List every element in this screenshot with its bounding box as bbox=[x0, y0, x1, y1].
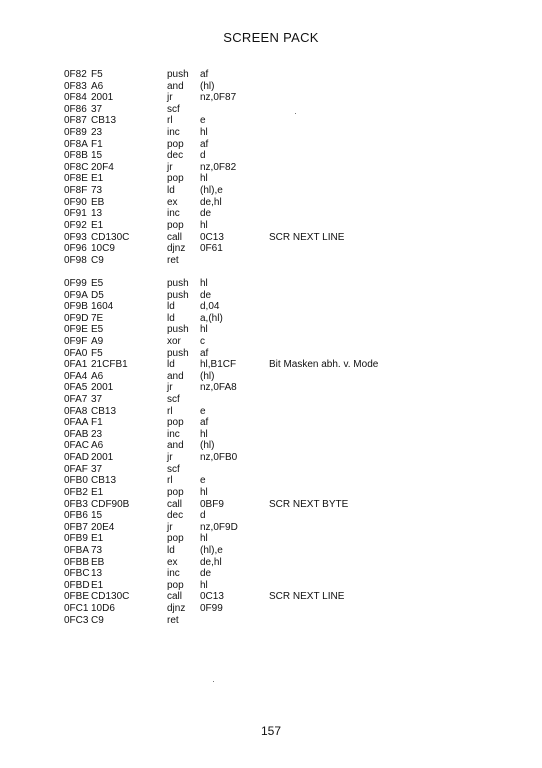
opcode-bytes: C9 bbox=[91, 254, 104, 266]
listing-row bbox=[64, 382, 424, 394]
mnemonic: push bbox=[167, 289, 189, 301]
operands: (hl) bbox=[200, 440, 215, 452]
operands: de bbox=[200, 568, 212, 580]
scan-speck bbox=[295, 113, 296, 114]
operands: (hl) bbox=[200, 80, 215, 92]
mnemonic: ex bbox=[167, 556, 178, 568]
operands: hl bbox=[200, 277, 208, 289]
mnemonic: call bbox=[167, 591, 183, 603]
operands: hl bbox=[200, 428, 208, 440]
opcode-bytes: C9 bbox=[91, 614, 104, 626]
listing-row bbox=[64, 417, 424, 429]
mnemonic: djnz bbox=[167, 603, 186, 615]
listing-row bbox=[64, 115, 424, 127]
mnemonic: pop bbox=[167, 486, 184, 498]
code-block bbox=[64, 278, 424, 626]
operands: de bbox=[200, 208, 212, 220]
listing-row bbox=[64, 243, 424, 255]
operands: nz,0F9D bbox=[200, 521, 238, 533]
opcode-bytes: E1 bbox=[91, 486, 104, 498]
address: 0F91 bbox=[64, 208, 87, 220]
opcode-bytes: 2001 bbox=[91, 382, 114, 394]
address: 0F8A bbox=[64, 138, 88, 150]
operands: de,hl bbox=[200, 556, 222, 568]
operands: 0C13 bbox=[200, 591, 224, 603]
address: 0FC1 bbox=[64, 603, 89, 615]
opcode-bytes: 2001 bbox=[91, 452, 114, 464]
opcode-bytes: 20F4 bbox=[91, 161, 114, 173]
mnemonic: ret bbox=[167, 254, 179, 266]
listing-row bbox=[64, 371, 424, 383]
mnemonic: pop bbox=[167, 219, 184, 231]
opcode-bytes: 15 bbox=[91, 510, 103, 522]
address: 0F86 bbox=[64, 103, 87, 115]
operands: hl bbox=[200, 127, 208, 139]
listing-row bbox=[64, 69, 424, 81]
mnemonic: pop bbox=[167, 579, 184, 591]
listing-row bbox=[64, 290, 424, 302]
mnemonic: call bbox=[167, 498, 183, 510]
address: 0F9A bbox=[64, 289, 88, 301]
mnemonic: dec bbox=[167, 150, 184, 162]
mnemonic: push bbox=[167, 69, 189, 80]
mnemonic: pop bbox=[167, 533, 184, 545]
address: 0F8C bbox=[64, 161, 89, 173]
listing-row bbox=[64, 150, 424, 162]
opcode-bytes: 10C9 bbox=[91, 243, 115, 255]
listing-row bbox=[64, 406, 424, 418]
mnemonic: jr bbox=[167, 92, 173, 104]
code-block bbox=[64, 69, 424, 266]
listing-row bbox=[64, 475, 424, 487]
opcode-bytes: A6 bbox=[91, 370, 104, 382]
listing-row bbox=[64, 394, 424, 406]
listing-row bbox=[64, 278, 424, 290]
address: 0F9F bbox=[64, 336, 88, 347]
listing-row bbox=[64, 568, 424, 580]
opcode-bytes: 21CFB1 bbox=[91, 359, 128, 371]
mnemonic: ex bbox=[167, 196, 178, 208]
listing-row bbox=[64, 232, 424, 244]
address: 0FA8 bbox=[64, 405, 88, 417]
address: 0FB3 bbox=[64, 498, 88, 510]
opcode-bytes: F1 bbox=[91, 138, 103, 150]
operands: 0BF9 bbox=[200, 498, 224, 510]
mnemonic: ld bbox=[167, 544, 175, 556]
listing-row bbox=[64, 81, 424, 93]
listing-row bbox=[64, 208, 424, 220]
listing-row bbox=[64, 197, 424, 209]
address: 0FA5 bbox=[64, 382, 88, 394]
operands: d bbox=[200, 510, 206, 522]
scan-speck bbox=[213, 681, 214, 682]
address: 0F93 bbox=[64, 231, 87, 243]
opcode-bytes: CB13 bbox=[91, 405, 117, 417]
address: 0FB7 bbox=[64, 521, 88, 533]
operands: af bbox=[200, 417, 209, 429]
address: 0F96 bbox=[64, 243, 87, 255]
mnemonic: push bbox=[167, 277, 189, 289]
address: 0FBA bbox=[64, 544, 90, 556]
mnemonic: inc bbox=[167, 127, 180, 139]
listing-row bbox=[64, 487, 424, 499]
opcode-bytes: E1 bbox=[91, 533, 104, 545]
opcode-bytes: 13 bbox=[91, 568, 103, 580]
address: 0F9E bbox=[64, 324, 88, 336]
listing-row bbox=[64, 429, 424, 441]
address: 0FB9 bbox=[64, 533, 88, 545]
operands: e bbox=[200, 475, 206, 487]
opcode-bytes: F5 bbox=[91, 69, 103, 80]
address: 0F83 bbox=[64, 80, 87, 92]
mnemonic: and bbox=[167, 370, 184, 382]
mnemonic: rl bbox=[167, 115, 173, 127]
mnemonic: scf bbox=[167, 394, 180, 406]
mnemonic: ld bbox=[167, 359, 175, 371]
mnemonic: inc bbox=[167, 568, 180, 580]
address: 0F92 bbox=[64, 219, 87, 231]
opcode-bytes: 2001 bbox=[91, 92, 114, 104]
listing-row bbox=[64, 510, 424, 522]
operands: af bbox=[200, 69, 209, 80]
opcode-bytes: EB bbox=[91, 556, 105, 568]
comment: SCR NEXT BYTE bbox=[269, 498, 349, 510]
operands: (hl) bbox=[200, 370, 215, 382]
operands: af bbox=[200, 138, 209, 150]
address: 0F99 bbox=[64, 277, 87, 289]
assembly-listing bbox=[64, 69, 424, 626]
listing-row bbox=[64, 185, 424, 197]
comment: SCR NEXT LINE bbox=[269, 591, 345, 603]
listing-row bbox=[64, 464, 424, 476]
address: 0FBC bbox=[64, 568, 90, 580]
address: 0FA4 bbox=[64, 370, 88, 382]
opcode-bytes: 20E4 bbox=[91, 521, 115, 533]
operands: d bbox=[200, 150, 206, 162]
listing-row bbox=[64, 92, 424, 104]
mnemonic: call bbox=[167, 231, 183, 243]
address: 0F98 bbox=[64, 254, 87, 266]
mnemonic: xor bbox=[167, 336, 181, 347]
address: 0FB0 bbox=[64, 475, 88, 487]
listing-row bbox=[64, 557, 424, 569]
operands: a,(hl) bbox=[200, 312, 223, 324]
opcode-bytes: 73 bbox=[91, 544, 103, 556]
listing-row bbox=[64, 591, 424, 603]
listing-row bbox=[64, 127, 424, 139]
address: 0F89 bbox=[64, 127, 87, 139]
opcode-bytes: 23 bbox=[91, 127, 103, 139]
mnemonic: ld bbox=[167, 185, 175, 197]
operands: hl bbox=[200, 579, 208, 591]
listing-row bbox=[64, 336, 424, 348]
opcode-bytes: E5 bbox=[91, 277, 104, 289]
operands: e bbox=[200, 115, 206, 127]
listing-row bbox=[64, 255, 424, 267]
address: 0FAA bbox=[64, 417, 89, 429]
mnemonic: scf bbox=[167, 463, 180, 475]
address: 0FAB bbox=[64, 428, 89, 440]
mnemonic: ret bbox=[167, 614, 179, 626]
address: 0F9D bbox=[64, 312, 89, 324]
listing-row bbox=[64, 301, 424, 313]
mnemonic: inc bbox=[167, 428, 180, 440]
address: 0FB6 bbox=[64, 510, 88, 522]
opcode-bytes: A9 bbox=[91, 336, 104, 347]
mnemonic: jr bbox=[167, 521, 173, 533]
opcode-bytes: CD130C bbox=[91, 231, 130, 243]
mnemonic: and bbox=[167, 80, 184, 92]
listing-row bbox=[64, 359, 424, 371]
mnemonic: pop bbox=[167, 138, 184, 150]
mnemonic: pop bbox=[167, 417, 184, 429]
operands: 0F61 bbox=[200, 243, 223, 255]
opcode-bytes: E1 bbox=[91, 219, 104, 231]
mnemonic: jr bbox=[167, 382, 173, 394]
mnemonic: jr bbox=[167, 161, 173, 173]
opcode-bytes: EB bbox=[91, 196, 105, 208]
address: 0FA0 bbox=[64, 347, 88, 359]
opcode-bytes: 10D6 bbox=[91, 603, 115, 615]
listing-row bbox=[64, 533, 424, 545]
listing-row bbox=[64, 173, 424, 185]
operands: nz,0FA8 bbox=[200, 382, 237, 394]
opcode-bytes: 7E bbox=[91, 312, 104, 324]
mnemonic: ld bbox=[167, 301, 175, 313]
opcode-bytes: D5 bbox=[91, 289, 104, 301]
listing-row bbox=[64, 580, 424, 592]
opcode-bytes: 23 bbox=[91, 428, 103, 440]
mnemonic: pop bbox=[167, 173, 184, 185]
mnemonic: push bbox=[167, 324, 189, 336]
opcode-bytes: A6 bbox=[91, 440, 104, 452]
opcode-bytes: 1604 bbox=[91, 301, 114, 313]
address: 0FC3 bbox=[64, 614, 89, 626]
address: 0FAD bbox=[64, 452, 90, 464]
address: 0F84 bbox=[64, 92, 87, 104]
address: 0F87 bbox=[64, 115, 87, 127]
listing-row bbox=[64, 324, 424, 336]
comment: SCR NEXT LINE bbox=[269, 231, 345, 243]
operands: hl bbox=[200, 173, 208, 185]
opcode-bytes: 37 bbox=[91, 103, 103, 115]
listing-row bbox=[64, 499, 424, 511]
address: 0F8E bbox=[64, 173, 88, 185]
address: 0F82 bbox=[64, 69, 87, 80]
operands: e bbox=[200, 405, 206, 417]
mnemonic: rl bbox=[167, 475, 173, 487]
opcode-bytes: E1 bbox=[91, 173, 104, 185]
page-title: SCREEN PACK bbox=[223, 30, 319, 45]
opcode-bytes: 13 bbox=[91, 208, 103, 220]
address: 0FBB bbox=[64, 556, 90, 568]
opcode-bytes: F1 bbox=[91, 417, 103, 429]
mnemonic: djnz bbox=[167, 243, 186, 255]
mnemonic: rl bbox=[167, 405, 173, 417]
operands: nz,0F87 bbox=[200, 92, 237, 104]
operands: (hl),e bbox=[200, 185, 223, 197]
operands: de bbox=[200, 289, 212, 301]
operands: hl bbox=[200, 324, 208, 336]
operands: hl bbox=[200, 219, 208, 231]
opcode-bytes: 37 bbox=[91, 394, 103, 406]
address: 0F8F bbox=[64, 185, 88, 197]
mnemonic: inc bbox=[167, 208, 180, 220]
page-number: 157 bbox=[260, 724, 282, 738]
opcode-bytes: E1 bbox=[91, 579, 104, 591]
listing-row bbox=[64, 615, 424, 627]
operands: 0F99 bbox=[200, 603, 223, 615]
address: 0F9B bbox=[64, 301, 88, 313]
operands: 0C13 bbox=[200, 231, 224, 243]
opcode-bytes: CB13 bbox=[91, 475, 117, 487]
operands: af bbox=[200, 347, 209, 359]
comment: Bit Masken abh. v. Mode bbox=[269, 359, 379, 371]
listing-row bbox=[64, 139, 424, 151]
listing-row bbox=[64, 522, 424, 534]
address: 0FA1 bbox=[64, 359, 88, 371]
mnemonic: push bbox=[167, 347, 189, 359]
address: 0FBD bbox=[64, 579, 90, 591]
mnemonic: dec bbox=[167, 510, 184, 522]
opcode-bytes: A6 bbox=[91, 80, 104, 92]
mnemonic: scf bbox=[167, 103, 180, 115]
operands: hl,B1CF bbox=[200, 359, 237, 371]
mnemonic: jr bbox=[167, 452, 173, 464]
operands: nz,0FB0 bbox=[200, 452, 238, 464]
mnemonic: ld bbox=[167, 312, 175, 324]
listing-row bbox=[64, 162, 424, 174]
address: 0F90 bbox=[64, 196, 87, 208]
opcode-bytes: CDF90B bbox=[91, 498, 130, 510]
opcode-bytes: CD130C bbox=[91, 591, 130, 603]
opcode-bytes: E5 bbox=[91, 324, 104, 336]
listing-row bbox=[64, 603, 424, 615]
operands: hl bbox=[200, 533, 208, 545]
listing-row bbox=[64, 104, 424, 116]
opcode-bytes: 15 bbox=[91, 150, 103, 162]
address: 0F8B bbox=[64, 150, 88, 162]
opcode-bytes: F5 bbox=[91, 347, 103, 359]
address: 0FB2 bbox=[64, 486, 88, 498]
listing-row bbox=[64, 220, 424, 232]
operands: d,04 bbox=[200, 301, 220, 313]
address: 0FAC bbox=[64, 440, 90, 452]
listing-row bbox=[64, 452, 424, 464]
mnemonic: and bbox=[167, 440, 184, 452]
opcode-bytes: CB13 bbox=[91, 115, 117, 127]
opcode-bytes: 73 bbox=[91, 185, 103, 197]
opcode-bytes: 37 bbox=[91, 463, 103, 475]
operands: nz,0F82 bbox=[200, 161, 237, 173]
address: 0FA7 bbox=[64, 394, 88, 406]
listing-row bbox=[64, 545, 424, 557]
listing-row bbox=[64, 440, 424, 452]
listing-row bbox=[64, 313, 424, 325]
operands: (hl),e bbox=[200, 544, 223, 556]
listing-row bbox=[64, 348, 424, 360]
operands: de,hl bbox=[200, 196, 222, 208]
operands: hl bbox=[200, 486, 208, 498]
operands: c bbox=[200, 336, 205, 347]
address: 0FBE bbox=[64, 591, 90, 603]
address: 0FAF bbox=[64, 463, 88, 475]
